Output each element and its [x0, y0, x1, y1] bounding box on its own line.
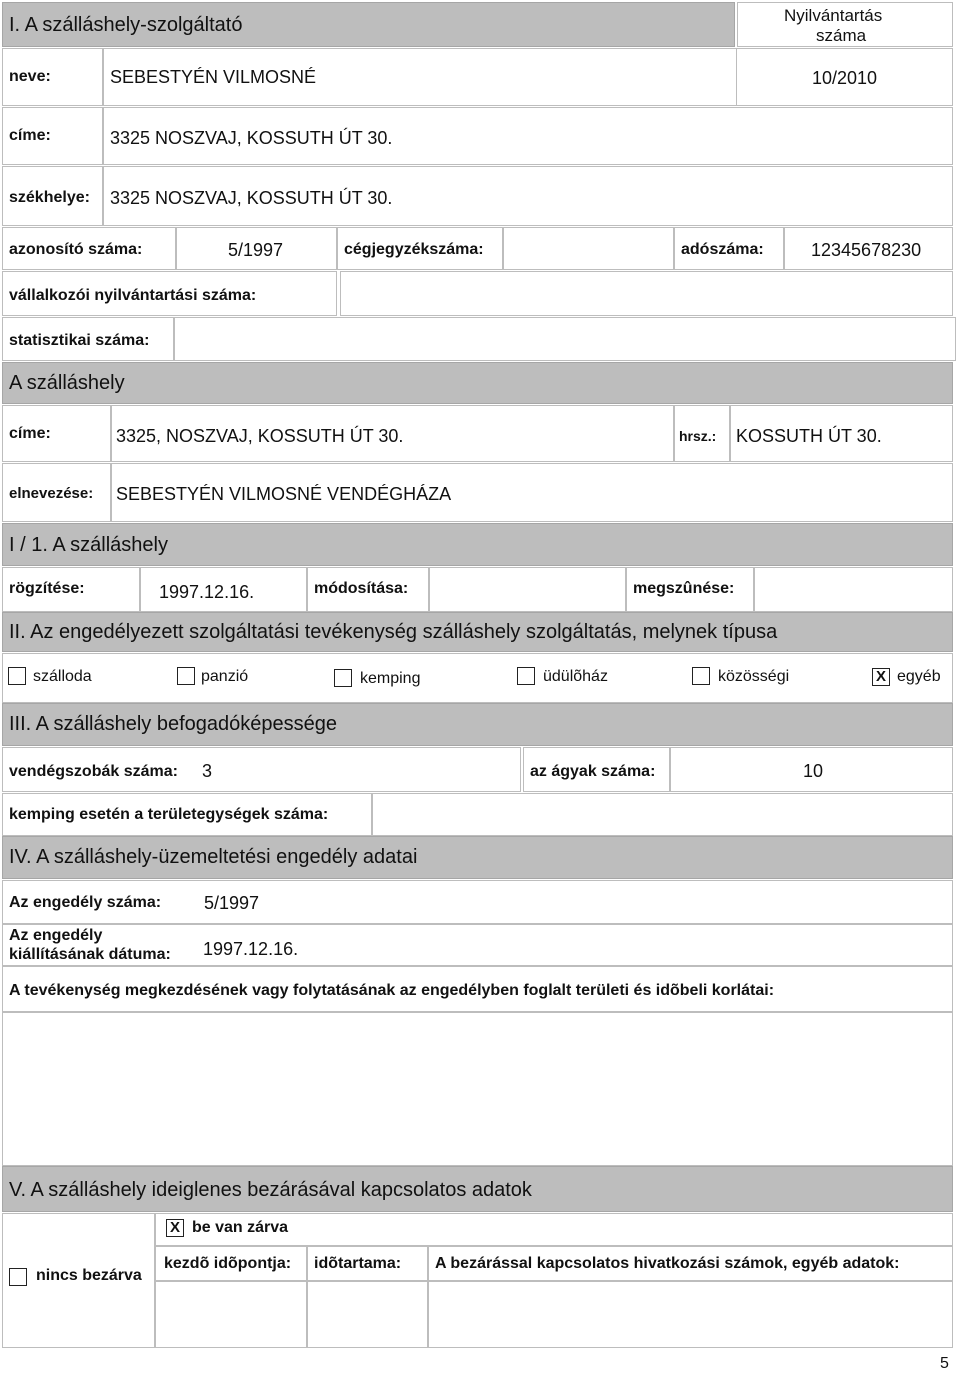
- not-closed-cell: [2, 1213, 155, 1348]
- section-1-header: [2, 2, 735, 47]
- stat-value-cell[interactable]: [174, 317, 956, 361]
- reg-number-value[interactable]: 10/2010: [812, 68, 878, 88]
- name-value-cell[interactable]: [103, 48, 737, 106]
- address-value: 3325 NOSZVAJ, KOSSUTH ÚT 30.: [110, 128, 393, 148]
- start-label-cell: [155, 1246, 307, 1281]
- refs-label-cell: [428, 1246, 953, 1281]
- reg-label-line1: Nyilvántartás: [784, 6, 883, 25]
- panzio-label: panzió: [201, 668, 249, 685]
- hrsz-label-cell: [674, 405, 730, 462]
- seat-label: székhelye:: [9, 189, 90, 206]
- szalloda-checkbox[interactable]: [8, 667, 26, 685]
- limits-label-cell: [2, 966, 953, 1012]
- panzio-checkbox[interactable]: [177, 667, 195, 685]
- recorded-label: rögzítése:: [9, 580, 85, 597]
- seat-value: 3325 NOSZVAJ, KOSSUTH ÚT 30.: [110, 188, 393, 208]
- permit-no-row: [2, 880, 953, 924]
- acc-name-label-cell: [2, 463, 111, 522]
- entrepreneur-label-cell: [2, 271, 337, 316]
- acc-name-value-cell[interactable]: [111, 463, 953, 522]
- section-1-title: I. A szálláshely-szolgáltató: [9, 14, 243, 36]
- accommodation-header: [2, 362, 953, 404]
- hrsz-value: KOSSUTH ÚT 30.: [736, 426, 882, 446]
- recorded-value-cell[interactable]: [140, 567, 307, 612]
- egyeb-checkbox[interactable]: X: [872, 668, 890, 686]
- address-value-cell[interactable]: [103, 107, 953, 165]
- camping-label-cell: [2, 793, 372, 836]
- not-closed-checkbox[interactable]: [9, 1268, 27, 1286]
- name-label: neve:: [9, 68, 51, 85]
- section-2-title: II. Az engedélyezett szolgáltatási tevékenység szálláshely szolgáltatás, melynek típusa: [9, 621, 778, 643]
- udulohaz-checkbox[interactable]: [517, 667, 535, 685]
- seat-label-cell: [2, 166, 103, 226]
- kemping-label: kemping: [360, 670, 421, 687]
- closed-label: be van zárva: [192, 1219, 289, 1236]
- beds-value: 10: [803, 761, 824, 781]
- duration-label-cell: [307, 1246, 428, 1281]
- id-value-cell[interactable]: [176, 227, 337, 270]
- ended-label-cell: [626, 567, 754, 612]
- id-label-cell: [2, 227, 176, 270]
- name-value: SEBESTYÉN VILMOSNÉ: [110, 67, 317, 87]
- acc-address-value-cell[interactable]: [111, 405, 674, 462]
- tax-label-cell: [674, 227, 784, 270]
- reg-label-line2: száma: [816, 26, 867, 45]
- closed-checkbox[interactable]: X: [166, 1219, 184, 1237]
- not-closed-label: nincs bezárva: [36, 1267, 142, 1284]
- acc-name-value: SEBESTYÉN VILMOSNÉ VENDÉGHÁZA: [116, 484, 452, 504]
- permit-no-value[interactable]: 5/1997: [204, 893, 260, 913]
- refs-value-cell[interactable]: [428, 1281, 953, 1348]
- recorded-label-cell: [2, 567, 140, 612]
- section-3-header: [2, 703, 953, 746]
- reg-number-header: [737, 2, 953, 47]
- tax-value: 12345678230: [811, 240, 922, 260]
- start-value-cell[interactable]: [155, 1281, 307, 1348]
- kemping-checkbox[interactable]: [334, 669, 352, 687]
- acc-name-label: elnevezése:: [9, 485, 94, 502]
- camping-label: kemping esetén a területegységek száma:: [9, 806, 329, 823]
- modified-label-cell: [307, 567, 429, 612]
- entrepreneur-label: vállalkozói nyilvántartási száma:: [9, 287, 257, 304]
- stat-label: statisztikai száma:: [9, 332, 150, 349]
- camping-value-cell[interactable]: [372, 793, 953, 836]
- permit-date-value[interactable]: 1997.12.16.: [203, 939, 299, 959]
- company-reg-label: cégjegyzékszáma:: [344, 241, 484, 258]
- section-3-title: III. A szálláshely befogadóképessége: [9, 713, 338, 735]
- rooms-label: vendégszobák száma:: [9, 763, 178, 780]
- beds-value-cell[interactable]: [670, 747, 953, 792]
- address-label-cell: [2, 107, 103, 165]
- kozossegi-checkbox[interactable]: [692, 667, 710, 685]
- type-options-row: [2, 653, 953, 703]
- section-5-header: [2, 1166, 953, 1212]
- duration-label: idõtartama:: [314, 1255, 402, 1272]
- ended-value-cell[interactable]: [754, 567, 953, 612]
- page-number: 5: [940, 1355, 949, 1372]
- recorded-value: 1997.12.16.: [159, 582, 255, 602]
- modified-label: módosítása:: [314, 580, 409, 597]
- id-value: 5/1997: [228, 240, 284, 260]
- company-reg-label-cell: [337, 227, 503, 270]
- acc-address-label: címe:: [9, 425, 51, 442]
- accommodation-title: A szálláshely: [9, 372, 125, 394]
- tax-label: adószáma:: [681, 241, 764, 258]
- beds-label-cell: [523, 747, 670, 792]
- beds-label: az ágyak száma:: [530, 763, 656, 780]
- stat-label-cell: [2, 317, 174, 361]
- refs-label: A bezárással kapcsolatos hivatkozási számok, egyéb adatok:: [435, 1255, 900, 1272]
- ended-label: megszûnése:: [633, 580, 735, 597]
- kozossegi-label: közösségi: [718, 668, 790, 685]
- seat-value-cell[interactable]: [103, 166, 953, 226]
- id-label: azonosító száma:: [9, 241, 143, 258]
- start-label: kezdõ idõpontja:: [164, 1255, 292, 1272]
- limits-label: A tevékenység megkezdésének vagy folytatásának az engedélyben foglalt területi és idõbeli korlátai:: [9, 982, 775, 999]
- section-4-title: IV. A szálláshely-üzemeltetési engedély adatai: [9, 846, 418, 868]
- company-reg-value-cell[interactable]: [503, 227, 674, 270]
- limits-value-area[interactable]: [2, 1012, 953, 1166]
- section-4-header: [2, 836, 953, 879]
- section-5-title: V. A szálláshely ideiglenes bezárásával kapcsolatos adatok: [9, 1179, 532, 1201]
- acc-address-label-cell: [2, 405, 111, 462]
- duration-value-cell[interactable]: [307, 1281, 428, 1348]
- rooms-row: [2, 747, 521, 792]
- section-1-1-title: I / 1. A szálláshely: [9, 534, 168, 556]
- rooms-value[interactable]: 3: [202, 761, 213, 781]
- closed-row: [155, 1213, 953, 1246]
- name-label-cell: [2, 48, 103, 106]
- hrsz-value-cell[interactable]: [730, 405, 953, 462]
- permit-date-row: [2, 924, 953, 966]
- permit-date-label-line2: kiállításának dátuma:: [9, 946, 171, 963]
- entrepreneur-value-cell[interactable]: [340, 271, 953, 316]
- acc-address-value: 3325, NOSZVAJ, KOSSUTH ÚT 30.: [116, 426, 404, 446]
- section-1-1-header: [2, 523, 953, 566]
- udulohaz-label: üdülõház: [543, 668, 608, 685]
- tax-value-cell[interactable]: [784, 227, 953, 270]
- szalloda-label: szálloda: [33, 668, 92, 685]
- egyeb-label: egyéb: [897, 668, 941, 685]
- address-label: címe:: [9, 127, 51, 144]
- permit-date-label-line1: Az engedély: [9, 927, 103, 944]
- hrsz-label: hrsz.:: [679, 428, 717, 444]
- modified-value-cell[interactable]: [429, 567, 626, 612]
- section-2-header: [2, 612, 953, 652]
- permit-no-label: Az engedély száma:: [9, 894, 162, 911]
